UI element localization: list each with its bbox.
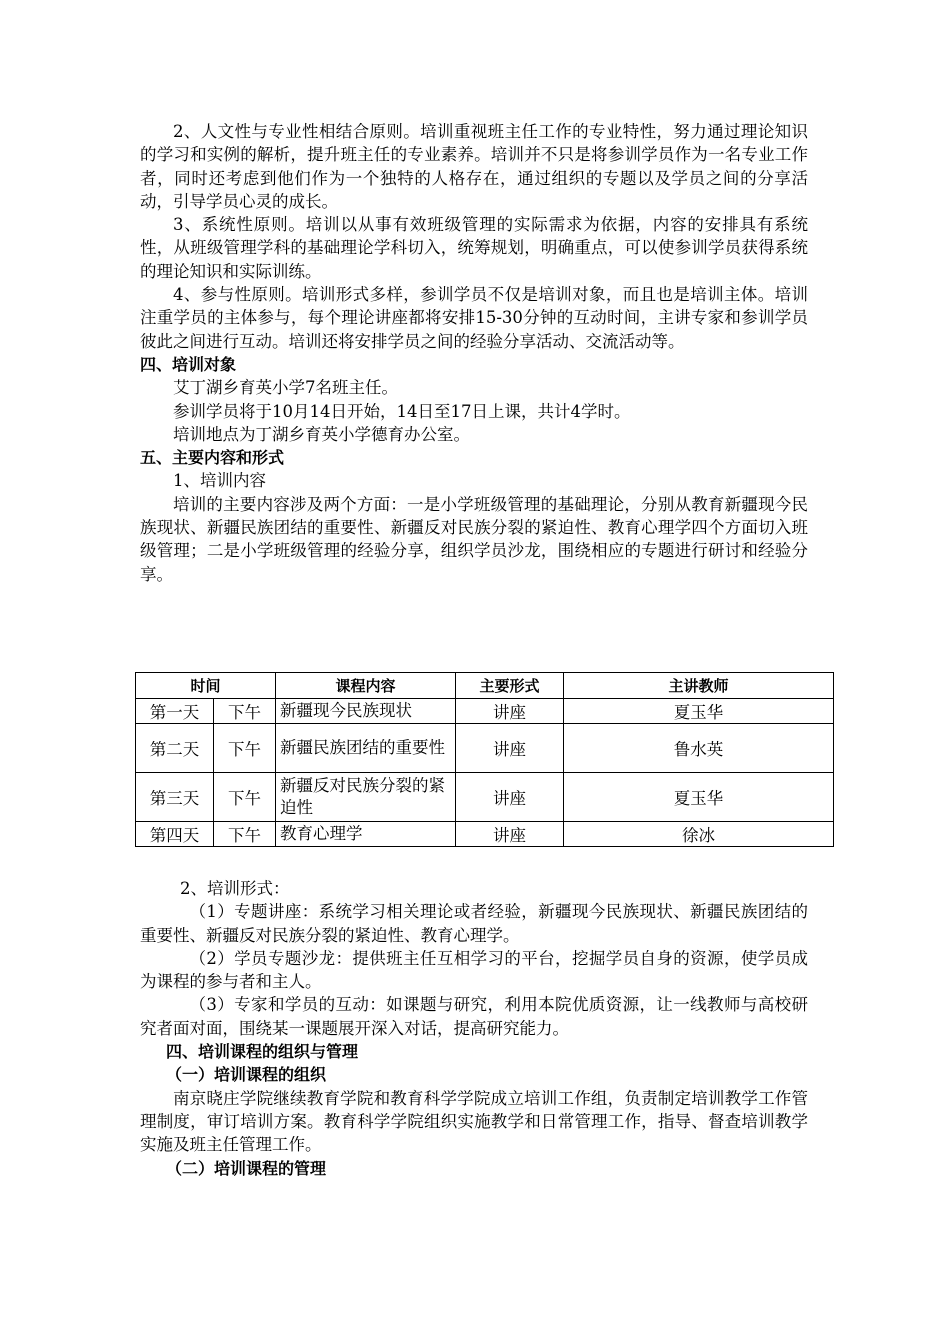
cell-period: 下午 <box>214 822 276 847</box>
cell-period: 下午 <box>214 724 276 773</box>
cell-day: 第三天 <box>136 773 214 822</box>
header-time: 时间 <box>136 673 276 699</box>
form-item-3: （3）专家和学员的互动：如课题与研究，利用本院优质资源，让一线教师与高校研究者面对面，围绕某一课题展开深入对话，提高研究能力。 <box>140 995 808 1038</box>
cell-form: 讲座 <box>456 773 564 822</box>
header-form: 主要形式 <box>456 673 564 699</box>
cell-content: 新疆反对民族分裂的紧迫性 <box>276 773 456 822</box>
table-row <box>136 822 834 847</box>
cell-teacher: 鲁水英 <box>564 724 834 773</box>
table-row <box>136 724 834 773</box>
cell-form: 讲座 <box>456 699 564 724</box>
cell-day: 第一天 <box>136 699 214 724</box>
table-row <box>136 773 834 822</box>
subheading-organization: （一）培训课程的组织 <box>166 1065 327 1085</box>
section-heading-trainees: 四、培训对象 <box>140 354 237 374</box>
document-lower <box>140 877 808 1180</box>
header-content: 课程内容 <box>276 673 456 699</box>
cell-day: 第四天 <box>136 822 214 847</box>
form-item-1: （1）专题讲座：系统学习相关理论或者经验，新疆现今民族现状、新疆民族团结的重要性、新疆反对民族分裂的紧迫性、教育心理学。 <box>140 902 808 945</box>
cell-form: 讲座 <box>456 724 564 773</box>
cell-content: 新疆现今民族现状 <box>276 699 456 724</box>
document-upper <box>140 120 808 586</box>
schedule-table <box>135 672 834 847</box>
trainees-line-3: 培训地点为丁湖乡育英小学德育办公室。 <box>173 424 470 444</box>
section-heading-content: 五、主要内容和形式 <box>140 448 285 468</box>
organization-paragraph: 南京晓庄学院继续教育学院和教育科学学院成立培训工作组，负责制定培训教学工作管理制度，审订培训方案。教育科学学院组织实施教学和日常管理工作，指导、督查培训教学实施及班主任管理工作。 <box>140 1088 808 1155</box>
table-row <box>136 699 834 724</box>
table-header-row <box>136 673 834 699</box>
subheading-management: （二）培训课程的管理 <box>166 1158 327 1178</box>
content-subheading: 1、培训内容 <box>173 471 266 491</box>
cell-day: 第二天 <box>136 724 214 773</box>
header-teacher: 主讲教师 <box>564 673 834 699</box>
forms-title: 2、培训形式： <box>180 879 290 898</box>
trainees-line-2: 参训学员将于10月14日开始，14日至17日上课，共计4学时。 <box>173 401 631 421</box>
cell-content: 教育心理学 <box>276 822 456 847</box>
trainees-line-1: 艾丁湖乡育英小学7名班主任。 <box>173 378 398 398</box>
cell-period: 下午 <box>214 773 276 822</box>
principle-3: 3、系统性原则。培训以从事有效班级管理的实际需求为依据，内容的安排具有系统性，从班级管理学科的基础理论学科切入，统筹规划，明确重点，可以使参训学员获得系统的理论知识和实际训练。 <box>140 215 808 281</box>
cell-content: 新疆民族团结的重要性 <box>276 724 456 773</box>
principle-4: 4、参与性原则。培训形式多样，参训学员不仅是培训对象，而且也是培训主体。培训注重学员的主体参与，每个理论讲座都将安排15-30分钟的互动时间，主讲专家和参训学员彼此之间进行互动。培训还将安排学员之间的经验分享活动、交流活动等。 <box>140 285 808 351</box>
principle-2: 2、人文性与专业性相结合原则。培训重视班主任工作的专业特性，努力通过理论知识的学习和实例的解析，提升班主任的专业素养。培训并不只是将参训学员作为一名专业工作者，同时还考虑到他们作为一个独特的人格存在，通过组织的专题以及学员之间的分享活动，引导学员心灵的成长。 <box>140 122 808 211</box>
form-item-2: （2）学员专题沙龙：提供班主任互相学习的平台，挖掘学员自身的资源，使学员成为课程的参与者和主人。 <box>140 948 808 992</box>
cell-teacher: 徐冰 <box>564 822 834 847</box>
cell-teacher: 夏玉华 <box>564 773 834 822</box>
cell-teacher: 夏玉华 <box>564 699 834 724</box>
cell-period: 下午 <box>214 699 276 724</box>
cell-form: 讲座 <box>456 822 564 847</box>
content-paragraph: 培训的主要内容涉及两个方面：一是小学班级管理的基础理论，分别从教育新疆现今民族现状、新疆民族团结的重要性、新疆反对民族分裂的紧迫性、教育心理学四个方面切入班级管理；二是小学班级管理的经验分享，组织学员沙龙，围绕相应的专题进行研讨和经验分享。 <box>140 494 808 584</box>
section-heading-management: 四、培训课程的组织与管理 <box>166 1042 359 1062</box>
